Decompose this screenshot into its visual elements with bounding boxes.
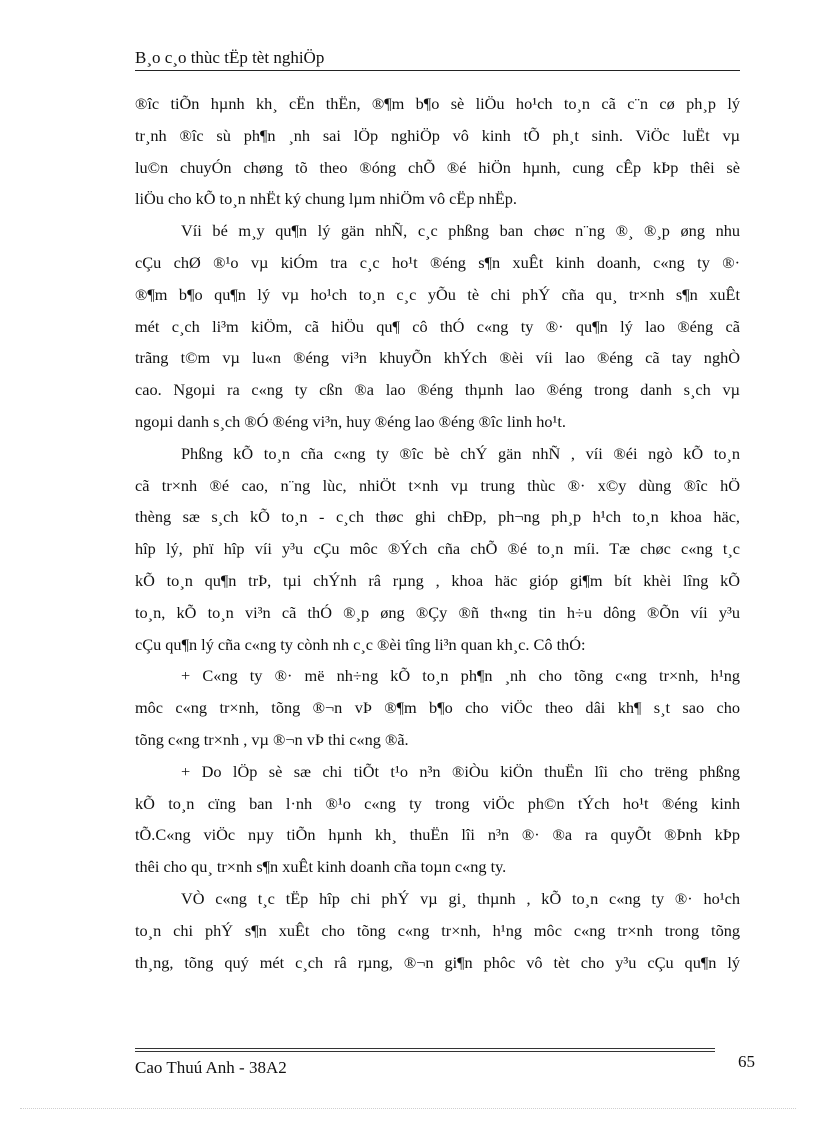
text-line: Phßng kÕ to¸n cña c«ng ty ®îc bè chÝ gän nhÑ , víi ®éi ngò kÕ to¸n [181,443,740,463]
footer-author: Cao Thuú Anh - 38A2 [135,1058,287,1077]
text-line: thêi cho qu¸ tr×nh s¶n xuÊt kinh doanh cña toµn c«ng ty. [135,857,507,877]
text-line: + Do lÖp sè sæ chi tiÕt t¹o n³n ®iÒu kiÖn thuËn lîi cho trëng phßng [181,761,740,781]
page-number: 65 [738,1052,755,1071]
text-line: cÇu qu¶n lý cña c«ng ty cònh nh c¸c ®èi tîng li³n quan kh¸c. Cô thÓ: [135,634,586,654]
header-divider [135,70,740,71]
text-line: trãng t©m vµ lu«n ®éng vi³n khuyÕn khÝch ®èi víi lao ®éng cã tay nghÒ [135,348,740,368]
text-line: cã tr×nh ®é cao, n¨ng lùc, nhiÖt t×nh vµ trung thùc ®· x©y dùng ®îc hÖ [135,475,740,495]
text-line: ®îc tiÕn hµnh kh¸ cËn thËn, ®¶m b¶o sè liÖu ho¹ch to¸n cã c¨n cø ph¸p lý [135,94,740,113]
text-line: cao. Ngoµi ra c«ng ty cßn ®a lao ®éng thµnh lao ®éng trong danh s¸ch vµ [135,380,740,400]
text-line: thèng sæ s¸ch kÕ to¸n - c¸ch thøc ghi chÐp, ph¬ng ph¸p h¹ch to¸n khoa häc, [135,507,740,527]
text-line: liÖu cho kÕ to¸n nhËt ký chung lµm nhiÖm vô cËp nhËp. [135,189,517,209]
text-line: to¸n, kÕ to¸n vi³n cã thÓ ®¸p øng ®Çy ®ñ th«ng tin h÷u dông ®Õn víi y³u [135,602,740,622]
text-line: mét c¸ch li³m kiÖm, cã hiÖu qu¶ cô thÓ c«ng ty ®· qu¶n lý lao ®éng cã [135,316,740,336]
header-title: B¸o c¸o thùc tËp tèt nghiÖp [135,48,325,67]
text-line: Víi bé m¸y qu¶n lý gän nhÑ, c¸c phßng ban chøc n¨ng ®¸ ®¸p øng nhu [181,221,740,241]
page-edge [20,1108,796,1109]
text-line: tÕ.C«ng viÖc nµy tiÕn hµnh kh¸ thuËn lîi n³n ®· ®a ra quyÕt ®Þnh kÞp [135,825,740,845]
text-line: lu©n chuyÓn chøng tõ theo ®óng chÕ ®é hiÖn hµnh, cung cÊp kÞp thêi sè [135,157,740,177]
footer-divider [135,1051,715,1052]
text-line: kÕ to¸n qu¶n trÞ, tµi chÝnh râ rµng , khoa häc gióp gi¶m bít khèi lîng kÕ [135,570,740,590]
text-line: hîp lý, phï hîp víi y³u cÇu môc ®Ých cña chÕ ®é to¸n míi. Tæ chøc c«ng t¸c [135,539,740,559]
text-line: VÒ c«ng t¸c tËp hîp chi phÝ vµ gi¸ thµnh , kÕ to¸n c«ng ty ®· ho¹ch [181,888,740,908]
text-line: cÇu chØ ®¹o vµ kiÓm tra c¸c ho¹t ®éng s¶n xuÊt kinh doanh, c«ng ty ®· [135,252,740,272]
text-line: + C«ng ty ®· më nh÷ng kÕ to¸n ph¶n ¸nh cho tõng c«ng tr×nh, h¹ng [181,666,740,686]
text-line: tõng c«ng tr×nh , vµ ®¬n vÞ thi c«ng ®ã. [135,729,409,749]
footer-divider [135,1048,715,1049]
text-line: tr¸nh ®îc sù ph¶n ¸nh sai lÖp nghiÖp vô kinh tÕ ph¸t sinh. ViÖc luËt vµ [135,125,740,145]
text-line: th¸ng, tõng quý mét c¸ch râ rµng, ®¬n gi¶n phôc vô tèt cho y³u cÇu qu¶n lý [135,952,740,972]
text-line: kÕ to¸n cïng ban l·nh ®¹o c«ng ty trong viÖc ph©n tÝch ho¹t ®éng kinh [135,793,740,813]
text-line: môc c«ng tr×nh, tõng ®¬n vÞ ®¶m b¶o cho viÖc theo dâi kh¶ s¸t sao cho [135,698,740,718]
text-line: ®¶m b¶o qu¶n lý vµ ho¹ch to¸n c¸c yÕu tè chi phÝ cña qu¸ tr×nh s¶n xuÊt [135,284,740,304]
body-text [135,88,740,978]
text-line: to¸n chi phÝ s¶n xuÊt cho tõng c«ng tr×nh, h¹ng môc c«ng tr×nh trong tõng [135,920,740,940]
text-line: ngoµi danh s¸ch ®Ó ®éng vi³n, huy ®éng lao ®éng ®îc linh ho¹t. [135,411,566,431]
